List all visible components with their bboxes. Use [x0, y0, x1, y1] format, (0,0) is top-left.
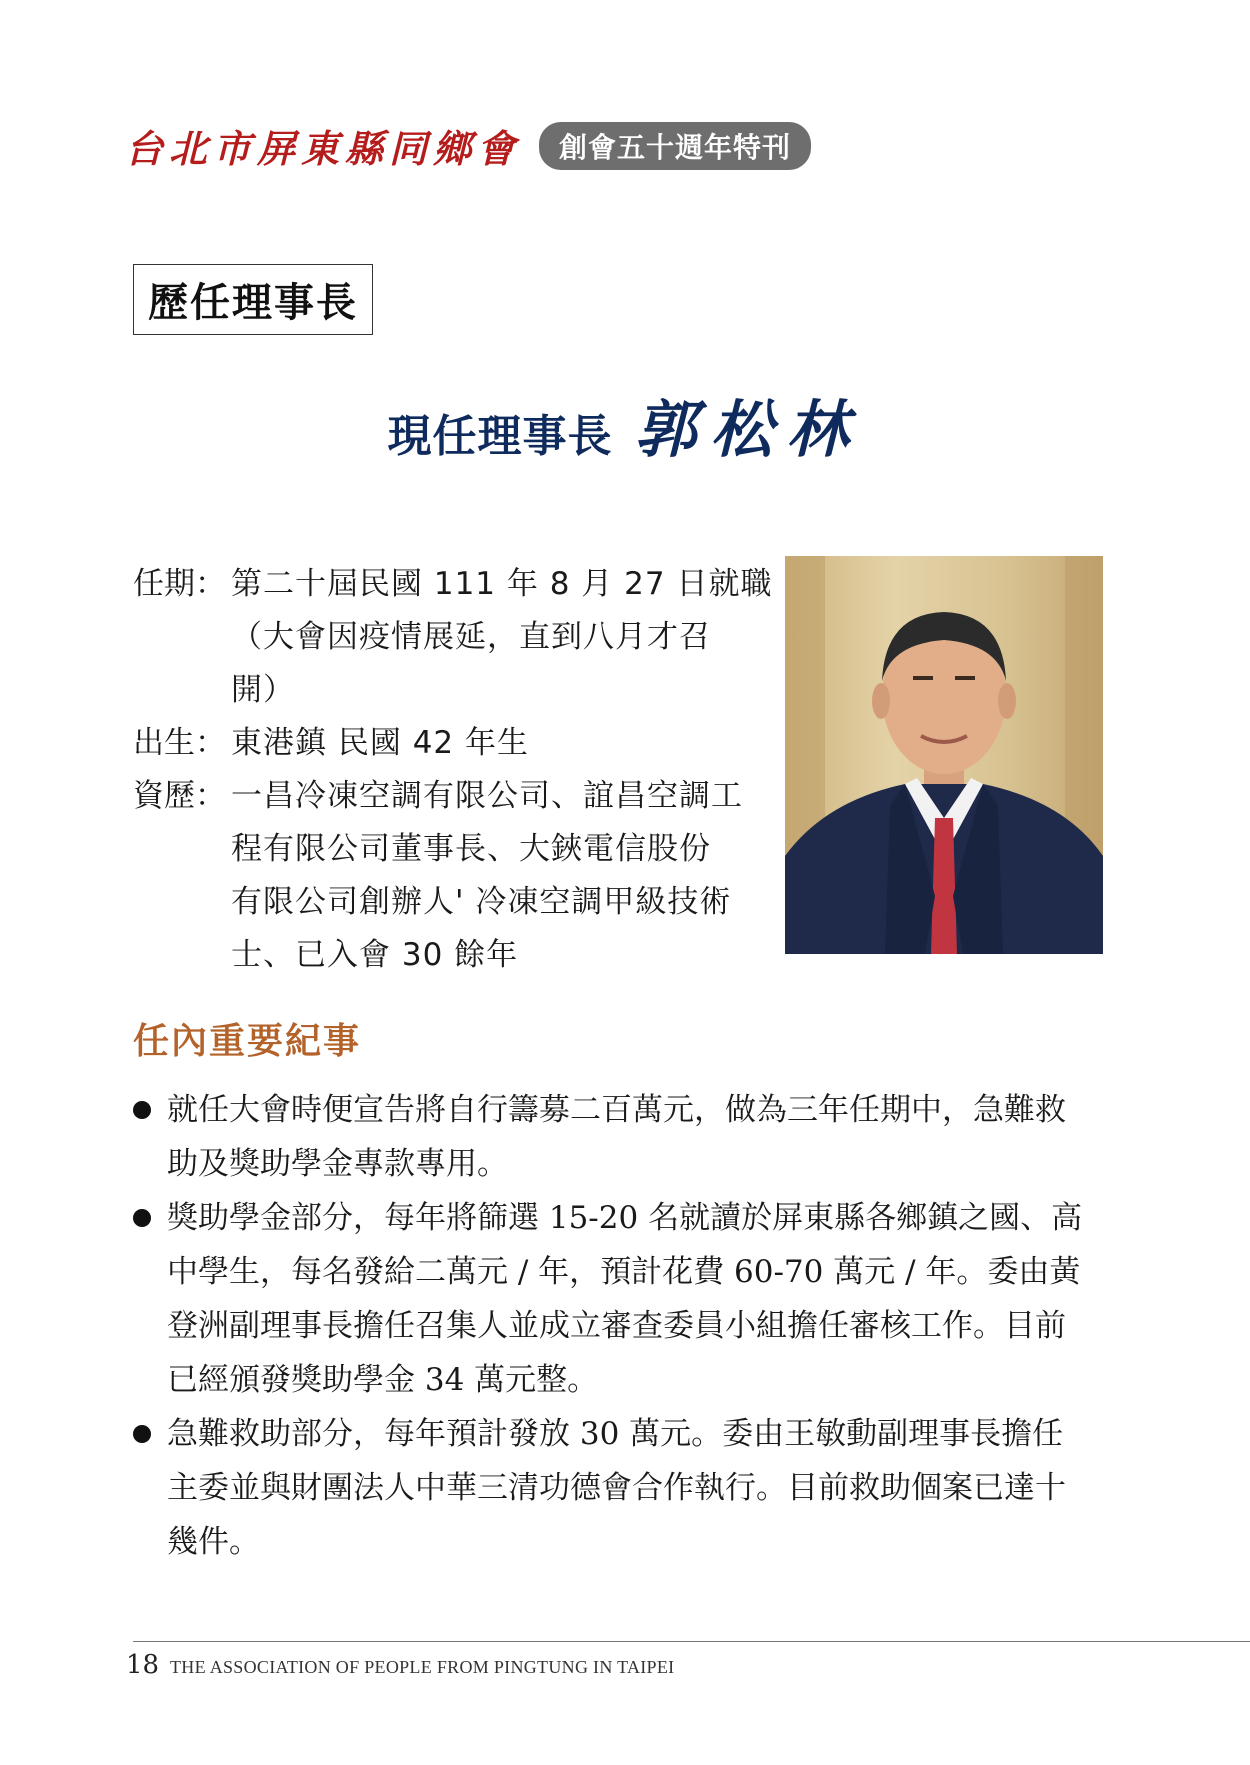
info-label: 任期：: [133, 566, 226, 602]
text-line: 士、已入會 30 餘年: [231, 937, 519, 973]
info-value: [231, 770, 765, 982]
portrait-illustration: [785, 556, 1103, 954]
page-title: [0, 380, 1250, 469]
text-line: （大會因疫情展延，直到八月才召: [231, 619, 711, 655]
page-number: 18: [126, 1650, 160, 1680]
title-role: 現任理事長: [387, 411, 613, 462]
info-label: 出生：: [133, 725, 226, 761]
list-item: [133, 1083, 1113, 1191]
association-name: 台北市屏東縣同鄉會: [125, 126, 522, 171]
text-line: 開）: [231, 672, 295, 708]
text-line: 幾件。: [167, 1524, 260, 1560]
list-item-text: [167, 1191, 1113, 1407]
portrait-photo: [785, 556, 1103, 954]
milestone-list: [133, 1083, 1113, 1569]
title-name: 郭松林: [634, 393, 863, 466]
profile-info: [133, 558, 773, 982]
text-line: 程有限公司董事長、大鋏電信股份: [231, 831, 711, 867]
text-line: 中學生，每名發給二萬元 / 年，預計花費 60-70 萬元 / 年。委由黃: [167, 1254, 1081, 1290]
text-line: 助及獎助學金專款專用。: [167, 1146, 508, 1182]
text-line: 就任大會時便宣告將自行籌募二百萬元，做為三年任期中，急難救: [167, 1092, 1066, 1128]
info-label: 資歷：: [133, 778, 226, 814]
text-line: 東港鎮 民國 42 年生: [231, 725, 530, 761]
list-item-text: [167, 1407, 1113, 1569]
text-line: 急難救助部分，每年預計發放 30 萬元。委由王敏動副理事長擔任: [167, 1416, 1064, 1452]
list-item-text: [167, 1083, 1113, 1191]
section-title: 歷任理事長: [133, 264, 373, 335]
edition-badge: 創會五十週年特刊: [539, 122, 811, 170]
text-line: 獎助學金部分，每年將篩選 15-20 名就讀於屏東縣各鄉鎮之國、高: [167, 1200, 1083, 1236]
info-birth: [133, 717, 765, 770]
info-value: [231, 558, 773, 717]
list-item: [133, 1407, 1113, 1569]
text-line: 第二十屆民國 111 年 8 月 27 日就職: [231, 566, 773, 602]
section-subheading: 任內重要紀事: [133, 1021, 362, 1062]
info-value: [231, 717, 765, 770]
list-item: [133, 1191, 1113, 1407]
text-line: 一昌冷凍空調有限公司、誼昌空調工: [231, 778, 743, 814]
bullet-dot-icon: [133, 1425, 151, 1443]
footer-publication-name: THE ASSOCIATION OF PEOPLE FROM PINGTUNG IN TAIPEI: [170, 1657, 675, 1677]
bullet-dot-icon: [133, 1101, 151, 1119]
info-career: [133, 770, 765, 982]
text-line: 有限公司創辦人' 冷凍空調甲級技術: [231, 884, 732, 920]
bullet-dot-icon: [133, 1209, 151, 1227]
text-line: 登洲副理事長擔任召集人並成立審查委員小組擔任審核工作。目前: [167, 1308, 1066, 1344]
footer-divider: [133, 1641, 1250, 1642]
info-term: [133, 558, 773, 717]
text-line: 已經頒發獎助學金 34 萬元整。: [167, 1362, 599, 1398]
page-header: [125, 118, 811, 173]
text-line: 主委並與財團法人中華三清功德會合作執行。目前救助個案已達十: [167, 1470, 1066, 1506]
